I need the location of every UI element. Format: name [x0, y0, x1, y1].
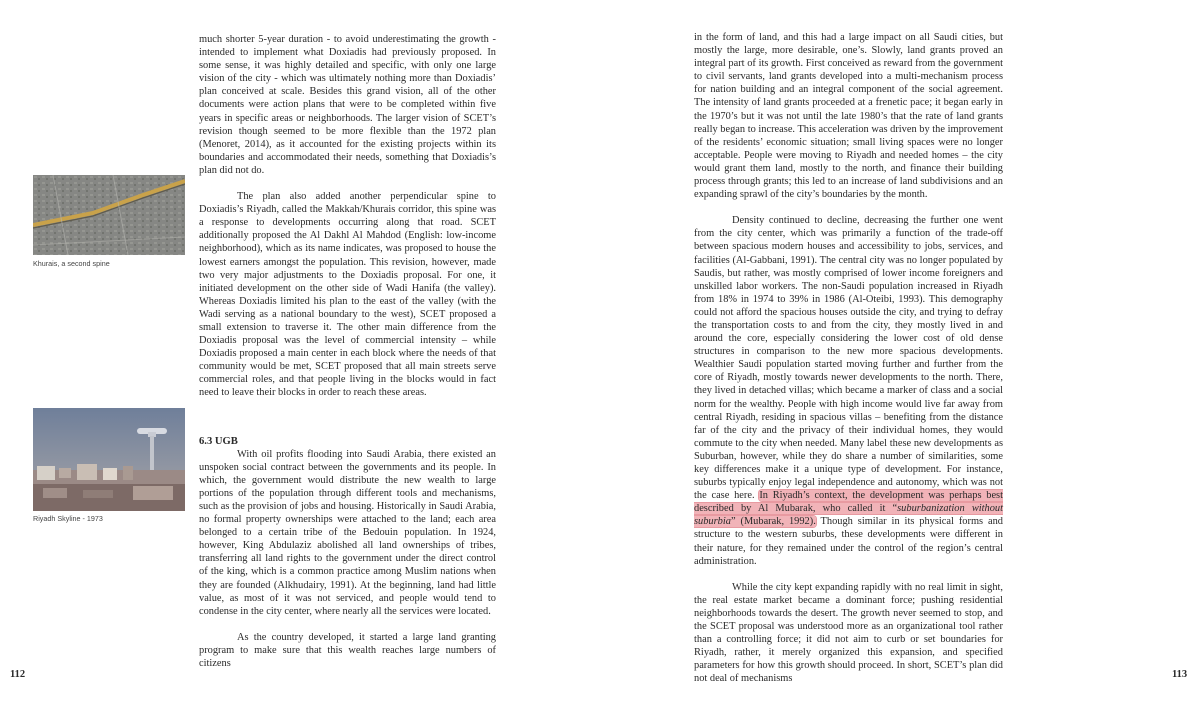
left-paragraph-4: As the country developed, it started a large land granting program to make sure that this wealth reaches large numbers of citizens	[199, 631, 496, 670]
highlight-italic: suburbanization without suburbia	[694, 503, 1003, 528]
right-text-column	[694, 31, 1003, 686]
aerial-photo-icon	[33, 175, 185, 255]
riyadh-skyline-photo	[33, 408, 185, 511]
fig1-caption: Khurais, a second spine	[33, 259, 110, 268]
left-paragraph-2: The plan also added another perpendicular spine to Doxiadis’s Riyadh, called the Makkah/Khurais corridor, this spine was a response to developments occurring along that road. SCET additionally proposed the Al Dakhl Al Mahdod (English: low-income neighborhood), which as its name indicates, was proposed to house the lowest earners amongst the population. This revision, however, made two very major adjustments to the Doxiadis proposal. For one, it initiated development on the other side of Wadi Hanifa (the valley). Whereas Doxiadis limited his plan to the east of the valley (with the Wadi serving as a national boundary to the west), SCET proposed a small extension to traverse it. The other main difference from the Doxiadis proposal was the level of commercial intensity – while Doxiadis proposed a main center in each block where the needs of that community would be met, SCET proposed that all main streets serve commercial roles, and that people living in the blocks would in fact need to leave their blocks in order to reach these areas.	[199, 191, 496, 399]
right-paragraph-2	[694, 214, 1003, 568]
left-page-number: 112	[10, 669, 26, 680]
section-heading: 6.3 UGB	[199, 435, 238, 447]
left-paragraph-3: With oil profits flooding into Saudi Arabia, there existed an unspoken social contract between the governments and its people. In which, the government would distribute the new wealth to large portions of the population through different tools and mechanisms, such as the provision of jobs and housing. Historically in Saudi Arabia, no formal property ownerships were attached to the land; each area belonged to a certain tribe of the Bedouin population. In 1924, however, King Abdulaziz abolished all land ownerships of tribes, transferring all land rights to the government under the direct control of the king, which is a common practice among Muslim nations when they are founded (Alkhudairy, 1991). At the beginning, land had little value, as most of it was not serviced, and people would tend to condense in the city center, where nearly all the services were located.	[199, 448, 496, 617]
left-paragraph-1: much shorter 5-year duration - to avoid underestimating the growth - intended to implement what Doxiadis had previously proposed. In some sense, it was highly detailed and specific, with only one large vision of the city - which was ultimately nothing more than Doxiadis’ plan conceived at scale. Besides this grand vision, all of the other documents were action plans that were to be completed within five years in specific areas or neighborhoods. The larger vision of SCET’s revision though seemed to be more flexible than the 1972 plan (Menoret, 2014), as it accounted for the existing projects within its boundaries and accommodated their needs, something that Doxiadis’s plan did not do.	[199, 34, 496, 176]
skyline-photo-icon	[33, 408, 185, 511]
khurais-aerial-photo	[33, 175, 185, 255]
left-text-column	[199, 33, 496, 670]
right-paragraph-1: in the form of land, and this had a large impact on all Saudi cities, but mostly the large, more desirable, one’s. Slowly, land grants proved an integral part of its growth. First conceived as reward from the government to civil servants, land grants developed into a multi-mechanism process for nation building and an integral component of the social agreement. The intensity of land grants proceeded at a frenetic pace; it began early in the 1970’s but it was not until the late 1980’s that the rate of land grants really began to increase. This acceleration was driven by the improvement of the residents’ economic situation; small living spaces were no longer acceptable. People were moving to Riyadh and needed homes – the city would grant them land, mostly to the north, and finance their building process through grants; this led to an increase of land subdivisions and an expanding sprawl of the city’s boundaries by the month.	[694, 32, 1003, 201]
right-paragraph-3: While the city kept expanding rapidly with no real limit in sight, the real estate market became a dominant force; pushing residential neighborhoods towards the desert. The growth never seemed to stop, and the SCET proposal was understood more as an organizational tool rather than a controlling force; it did not aim to curb or set boundaries for Riyadh, rather, it merely organized this expansion, and specified parameters for how this growth should proceed. In short, SCET’s plan did not deal of mechanisms	[694, 581, 1003, 685]
right-paragraph-2-after: Though similar in its physical forms and structure to the western suburbs, these developments were different in their nature, for they remained under the control of the region’s central administration.	[694, 516, 1003, 567]
highlight-text-a: In Riyadh’s context, the development was perhaps best described by Al Mubarak, who called it “	[694, 490, 1003, 515]
right-paragraph-2-before: Density continued to decline, decreasing the further one went from the city center, which was primarily a function of the trade-off between spacious modern houses and accessibility to jobs, services, and facilities (Al-Gabbani, 1991). The central city was no longer populated by Saudis, but rather, was mostly comprised of lower income foreigners and unskilled labor workers. The non-Saudi population increased in Riyadh from 18% in 1974 to 39% in 1986 (Al-Oteibi, 1993). This demography could not afford the spacious houses outside the city, and trying to defray the transportation costs to and from the city, they mostly lived in and around the core, especially considering the lower cost of old dense structures in comparison to the new more spacious developments. Wealthier Saudi population started moving further and further from the core of Riyadh, mostly towards newer developments to the north. There, they lived in detached villas; which became a marker of class and a social norm for the wealthy. People with high income would live far away from central Riyadh, residing in spacious villas – benefiting from the distance far of the city and the privacy of their individual homes, they would commute to the city when needed. Many label these new developments as Suburban, however, while they do share a number of similarities, some key differences make it a unique type of development. For instance, suburbs typically enjoy legal independence and autonomy, which was not the case here.	[694, 215, 1003, 502]
highlight-text-b: ” (Mubarak, 1992).	[730, 516, 816, 528]
fig2-caption: Riyadh Skyline - 1973	[33, 514, 103, 523]
right-page-number: 113	[1172, 669, 1188, 680]
